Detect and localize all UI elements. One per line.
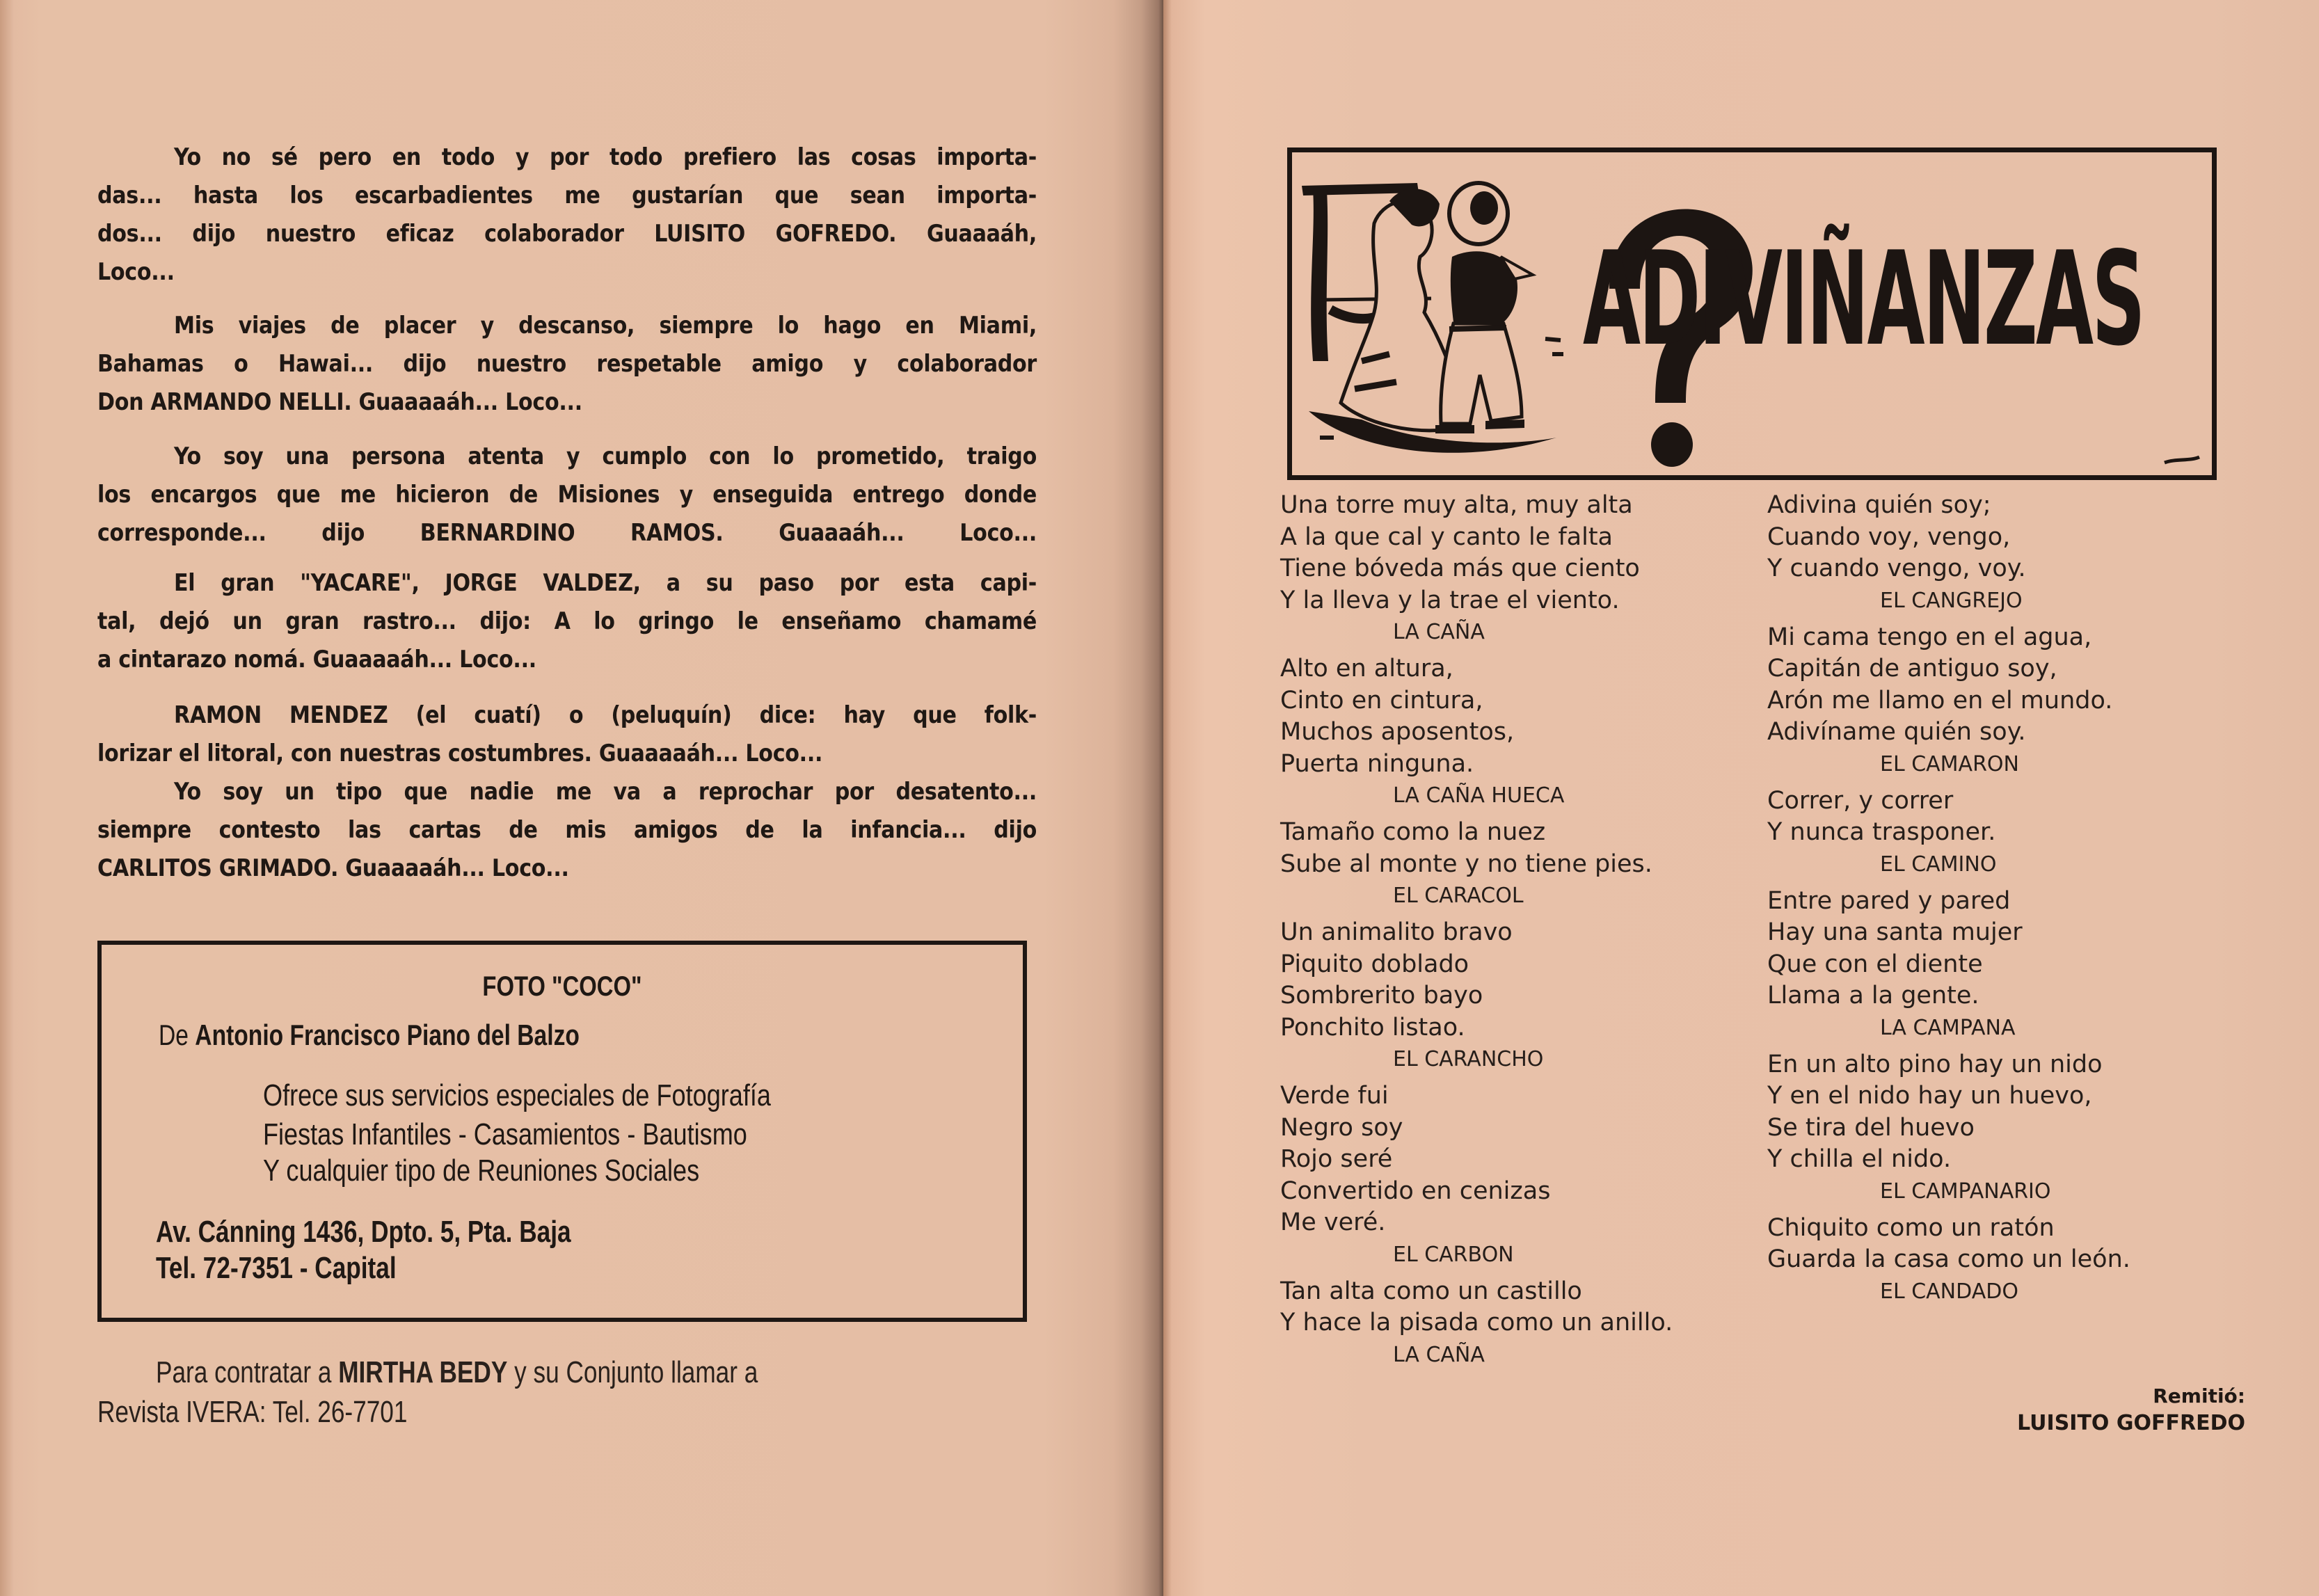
para-line: El gran "YACARE", JORGE VALDEZ, a su paso por esta capi- (174, 569, 1037, 596)
riddle-line: Y hace la pisada como un anillo. (1280, 1309, 1673, 1336)
riddle-line: Tamaño como la nuez (1280, 818, 1546, 846)
riddle-line: Tiene bóveda más que ciento (1280, 554, 1640, 582)
riddle-line: Se tira del huevo (1767, 1113, 1975, 1142)
riddle (1280, 653, 1673, 811)
paragraph-ramos (97, 437, 1037, 552)
riddle-line: Correr, y correr (1767, 786, 1954, 815)
contract-suffix: y su Conjunto llamar a (514, 1355, 758, 1389)
ad-title: FOTO "COCO" (482, 971, 642, 1002)
riddle-line: Y nunca trasponer. (1767, 818, 1996, 846)
riddle-answer: EL CAMPANARIO (1880, 1179, 2051, 1204)
para-line: los encargos que me hicieron de Misiones y enseguida entrego donde (97, 481, 1037, 508)
riddle-answer: LA CAMPANA (1880, 1015, 2016, 1040)
riddle-answer: LA CAÑA (1393, 1342, 1485, 1367)
para-line: dos... dijo nuestro eficaz colaborador LUISITO GOFREDO. Guaaaáh, (97, 220, 1037, 247)
paragraph-valdez (97, 564, 1037, 678)
riddle (1767, 622, 2130, 780)
riddle (1280, 817, 1673, 911)
credit-label: Remitió: (2153, 1384, 2245, 1407)
riddle (1280, 1276, 1673, 1371)
riddle-line: Sube al monte y no tiene pies. (1280, 849, 1652, 878)
ad-address: Av. Cánning 1436, Dpto. 5, Pta. Baja (156, 1215, 571, 1249)
riddle-answer: LA CAÑA HUECA (1393, 783, 1565, 808)
contract-notice (97, 1352, 1051, 1432)
riddle-line: Alto en altura, (1280, 655, 1453, 683)
riddle (1767, 1049, 2130, 1207)
riddle-answer: EL CAMARON (1880, 751, 2019, 776)
para-line: Yo soy una persona atenta y cumplo con lo prometido, traigo (174, 442, 1037, 470)
riddle-answer: EL CARBON (1393, 1242, 1514, 1267)
riddle (1767, 490, 2130, 616)
riddle-line: Convertido en cenizas (1280, 1176, 1551, 1205)
riddle-line: Hay una santa mujer (1767, 918, 2023, 946)
riddle-line: Una torre muy alta, muy alta (1280, 491, 1633, 519)
para-line: tal, dejó un gran rastro... dijo: A lo gringo le enseñamo chamamé (97, 607, 1037, 635)
riddle-line: Verde fui (1280, 1082, 1389, 1110)
riddle-line: Me veré. (1280, 1208, 1386, 1236)
paragraph-nelli (97, 306, 1037, 421)
riddle-line: Que con el diente (1767, 950, 1983, 978)
riddle-line: Entre pared y pared (1767, 886, 2011, 915)
riddle-answer: EL CARACOL (1393, 884, 1524, 908)
riddle-line: Tan alta como un castillo (1280, 1277, 1582, 1305)
riddle-line: Guarda la casa como un león. (1767, 1245, 2130, 1273)
riddle-line: Muchos aposentos, (1280, 718, 1515, 746)
paragraph-mendez (97, 696, 1037, 772)
riddles-column-left (1280, 490, 1673, 1376)
riddle-line: Cinto en cintura, (1280, 686, 1483, 715)
para-line: Mis viajes de placer y descanso, siempre lo hago en Miami, (174, 312, 1037, 339)
riddle-line: Negro soy (1280, 1113, 1403, 1142)
riddle-line: Adivíname quién soy. (1767, 718, 2026, 746)
riddle-line: En un alto pino hay un nido (1767, 1050, 2103, 1078)
riddle (1767, 1213, 2130, 1307)
para-line: Loco... (97, 258, 175, 285)
riddle-line: Y la lleva y la trae el viento. (1280, 586, 1620, 614)
riddle-answer: EL CANDADO (1880, 1279, 2018, 1304)
riddle-answer: EL CANGREJO (1880, 588, 2023, 613)
para-line: RAMON MENDEZ (el cuatí) o (peluquín) dice: hay que folk- (174, 701, 1037, 728)
riddle-line: Mi cama tengo en el agua, (1767, 623, 2092, 651)
para-line: siempre contesto las cartas de mis amigos de la infancia... dijo (97, 816, 1037, 843)
riddle-answer: EL CAMINO (1880, 852, 1997, 877)
riddle-line: Y chilla el nido. (1767, 1145, 1952, 1173)
ad-owner-prefix: De (159, 1019, 189, 1051)
para-line: corresponde... dijo BERNARDINO RAMOS. Guaaaáh... Loco... (97, 519, 1037, 546)
riddle (1767, 785, 2130, 880)
riddle-answer: EL CARANCHO (1393, 1047, 1544, 1071)
riddle-line: Puerta ninguna. (1280, 749, 1474, 778)
paragraph-gofredo (97, 138, 1037, 291)
contract-artist: MIRTHA BEDY (338, 1355, 508, 1389)
riddle-line: Arón me llamo en el mundo. (1767, 686, 2113, 715)
para-line: CARLITOS GRIMADO. Guaaaaáh... Loco... (97, 854, 569, 881)
riddle-line: Adivina quién soy; (1767, 491, 1991, 519)
ad-service-line: Fiestas Infantiles - Casamientos - Bautismo (263, 1117, 747, 1151)
riddle (1280, 490, 1673, 648)
ad-phone: Tel. 72-7351 - Capital (156, 1251, 397, 1285)
riddle-answer: LA CAÑA (1393, 620, 1485, 644)
adivinanzas-header (1287, 147, 2217, 480)
para-line: das... hasta los escarbadientes me gustarían que sean importa- (97, 182, 1037, 209)
ad-owner-name: Antonio Francisco Piano del Balzo (195, 1019, 580, 1051)
riddle-line: Rojo seré (1280, 1145, 1393, 1173)
credit-name: LUISITO GOFFREDO (2017, 1411, 2245, 1435)
contract-prefix: Para contratar a (156, 1355, 332, 1389)
ad-owner (159, 1019, 580, 1052)
riddle-line: Piquito doblado (1280, 950, 1469, 978)
riddle-line: Sombrerito bayo (1280, 982, 1483, 1010)
para-line: a cintarazo nomá. Guaaaaáh... Loco... (97, 646, 536, 673)
right-page (1163, 0, 2319, 1596)
riddle-line: Capitán de antiguo soy, (1767, 655, 2057, 683)
riddle-line: Y en el nido hay un huevo, (1767, 1082, 2092, 1110)
paragraph-grimado (97, 772, 1037, 887)
contract-line-2: Revista IVERA: Tel. 26-7701 (97, 1395, 408, 1429)
riddle (1767, 886, 2130, 1044)
ad-service-line: Ofrece sus servicios especiales de Fotografía (263, 1078, 771, 1112)
para-line: Yo no sé pero en todo y por todo prefiero las cosas importa- (174, 143, 1037, 170)
riddle-line: Chiquito como un ratón (1767, 1213, 2055, 1242)
riddle (1280, 1080, 1673, 1270)
para-line: Yo soy un tipo que nadie me va a reprochar por desatento... (174, 778, 1037, 805)
para-line: lorizar el litoral, con nuestras costumbres. Guaaaaáh... Loco... (97, 740, 823, 767)
para-line: Don ARMANDO NELLI. Guaaaaáh... Loco... (97, 388, 582, 415)
ad-service-line: Y cualquier tipo de Reuniones Sociales (263, 1154, 700, 1188)
riddle-line: Ponchito listao. (1280, 1013, 1465, 1042)
riddle-line: Llama a la gente. (1767, 982, 1979, 1010)
riddle-line: Cuando voy, vengo, (1767, 522, 2011, 551)
riddles-column-right (1767, 490, 2130, 1313)
riddle-line: Un animalito bravo (1280, 918, 1513, 946)
riddle (1280, 917, 1673, 1075)
para-line: Bahamas o Hawai... dijo nuestro respetable amigo y colaborador (97, 350, 1037, 377)
foto-coco-ad (97, 941, 1027, 1322)
riddle-line: Y cuando vengo, voy. (1767, 554, 2026, 582)
riddle-line: A la que cal y canto le falta (1280, 522, 1613, 551)
page-title: ADIVIÑANZAS (1583, 223, 2144, 374)
